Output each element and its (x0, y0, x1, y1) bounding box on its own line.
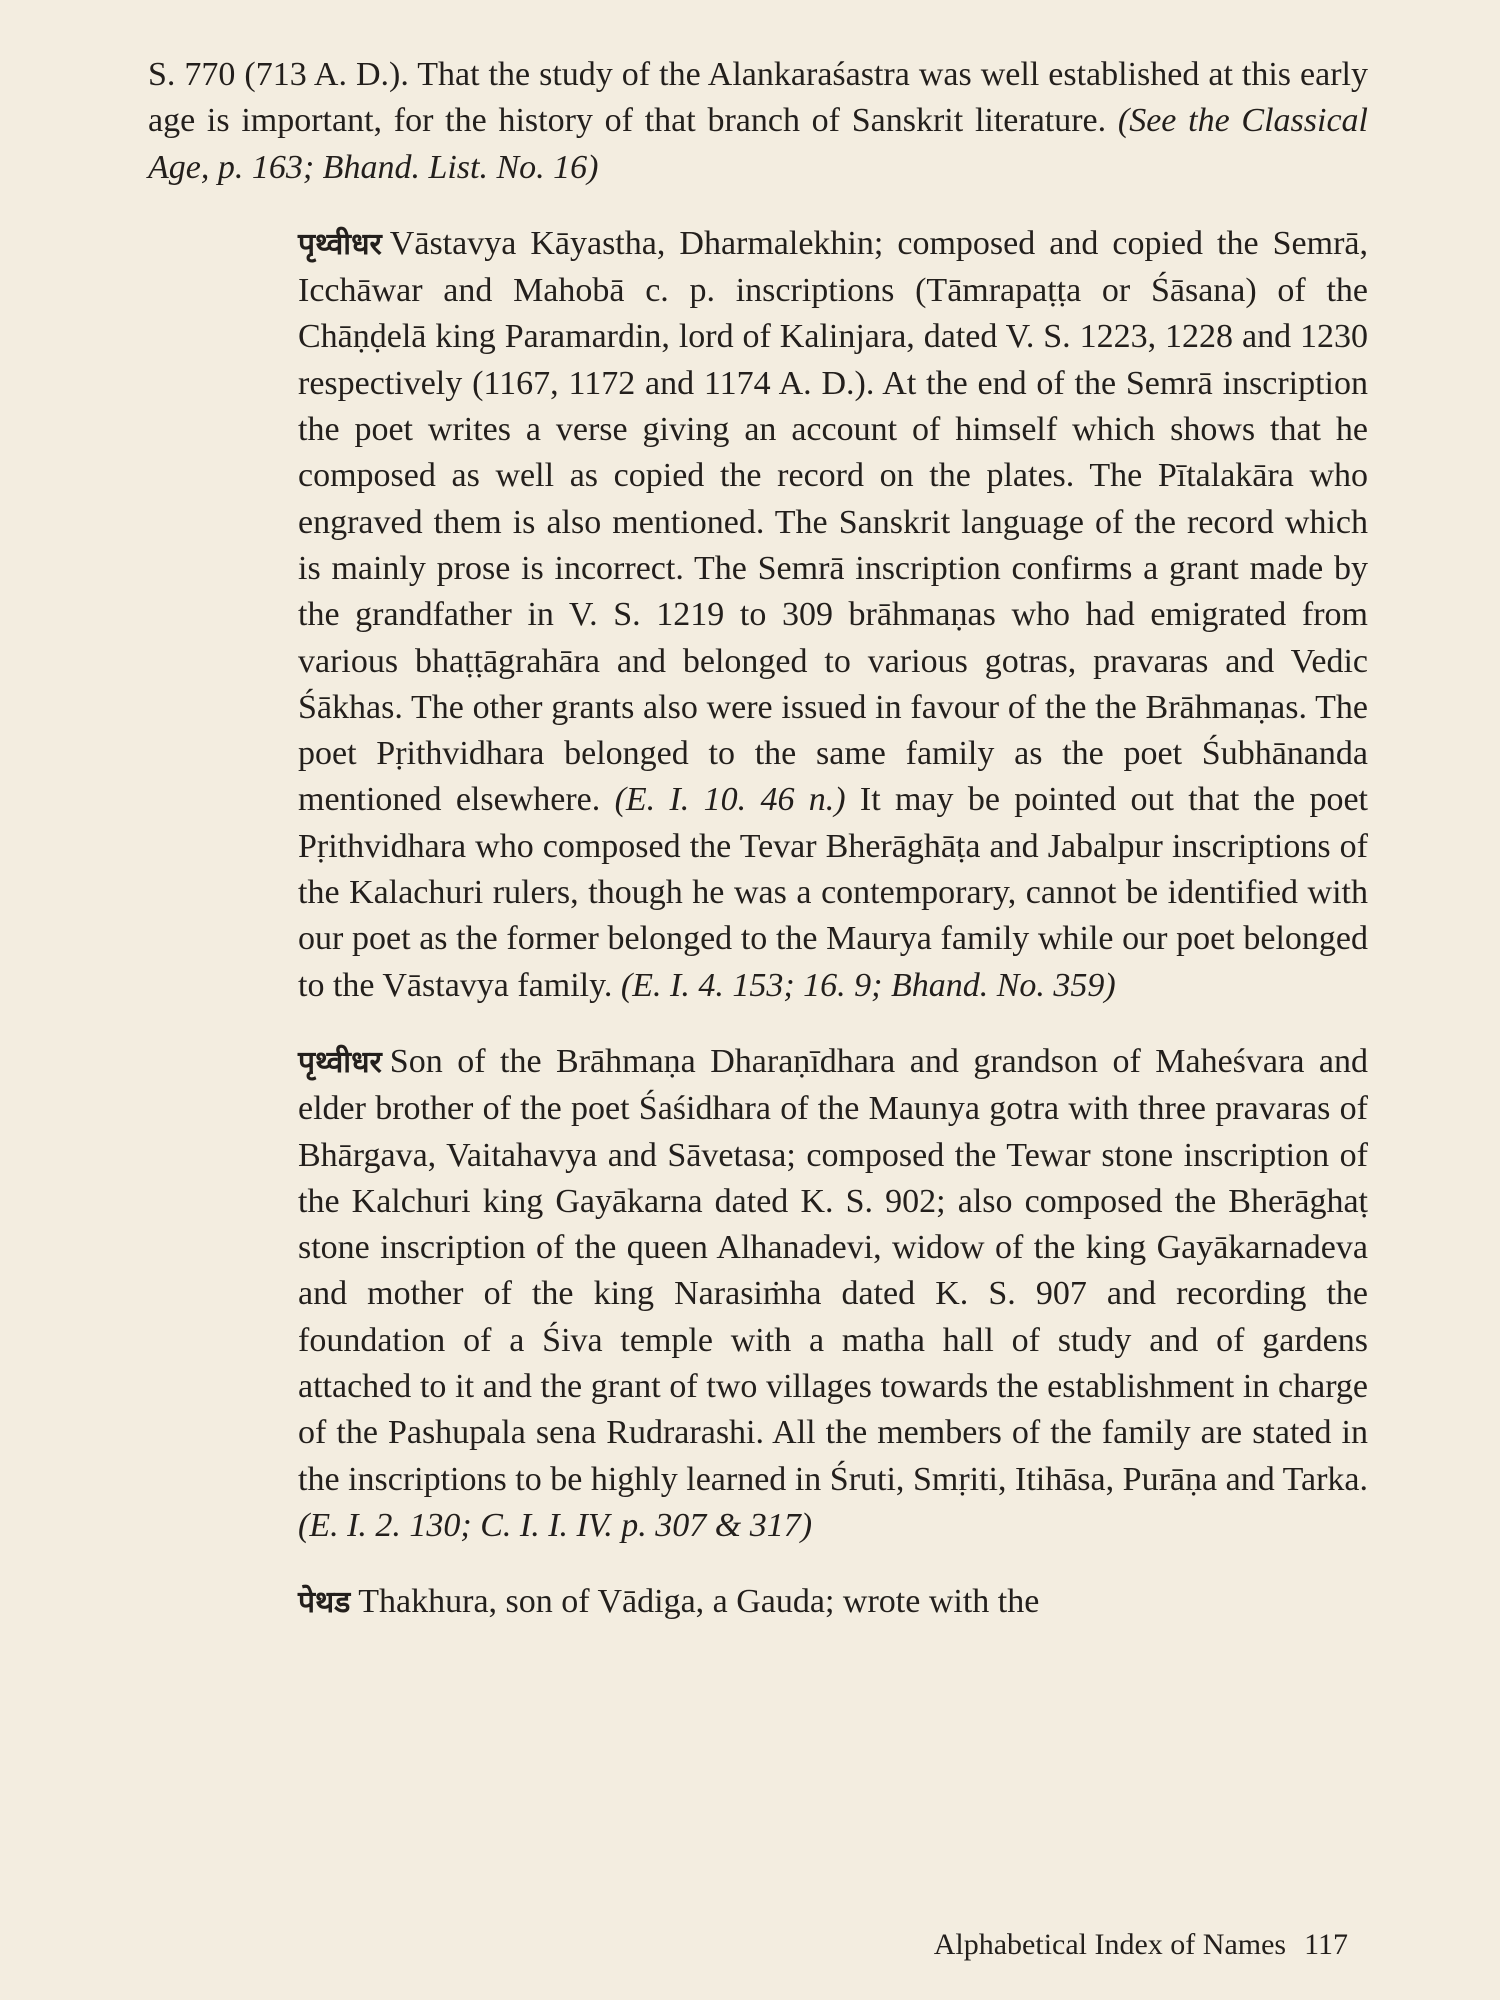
entry-text: Son of the Brāhmaṇa Dharaṇīdhara and grandson of Maheśvara and elder brother of the poet Śaśidhara of the Maunya gotra with three pravaras of Bhārgava, Vaitahavya and Sāvetasa; composed the Tewar stone inscription of the Kalchuri king Gayākarna dated K. S. 902; also composed the Bherāghaṭ stone inscription of the queen Alhanadevi, widow of the king Gayākarnadeva and mother of the king Narasiṁha dated K. S. 907 and recording the foundation of a Śiva temple with a matha hall of study and of gardens attached to it and the grant of two villages towards the establishment in charge of the Pashupala sena Rudrarashi. All the members of the family are stated in the inscriptions to be highly learned in Śruti, Smṛiti, Itihāsa, Purāṇa and Tarka. (298, 1042, 1368, 1498)
page-number: 117 (1304, 1928, 1348, 1961)
entry-reference: (E. I. 10. 46 n.) (614, 781, 846, 819)
entry-headword: पृथ्वीधर (298, 226, 382, 262)
entry-continuation (148, 52, 1368, 191)
entry-headword: पेथड (298, 1585, 351, 1621)
entry-text: Thakhura, son of Vādiga, a Gauda; wrote with the (358, 1583, 1040, 1621)
entry-pethada (148, 1579, 1368, 1626)
page-body (148, 52, 1368, 1952)
entry-text: Vāstavya Kāyastha, Dharmalekhin; composed and copied the Semrā, Icchāwar and Mahobā c. p. inscriptions (Tāmrapaṭṭa or Śāsana) of the Chāṇḍelā king Paramardin, lord of Kalinjara, dated V. S. 1223, 1228 and 1230 respectively (1167, 1172 and 1174 A. D.). At the end of the Semrā inscription the poet writes a verse giving an account of himself which shows that he composed as well as copied the record on the plates. The Pītalakāra who engraved them is also mentioned. The Sanskrit language of the record which is mainly prose is incorrect. The Semrā inscription confirms a grant made by the grandfather in V. S. 1219 to 309 brāhmaṇas who had emigrated from various bhaṭṭāgrahāra and belonged to various gotras, pravaras and Vedic Śākhas. The other grants also were issued in favour of the the Brāhmaṇas. The poet Pṛithvidhara belonged to the same family as the poet Śubhānanda mentioned elsewhere. (298, 224, 1368, 819)
entry-prithvidhara-1 (148, 221, 1368, 1009)
entry-headword: पृथ्वीधर (298, 1044, 382, 1080)
entry-text: S. 770 (713 A. D.). That the study of the Alankaraśastra was well established at this early age is important, for the history of that branch of Sanskrit literature. (148, 56, 1368, 140)
entry-prithvidhara-2 (148, 1039, 1368, 1549)
page-footer (934, 1928, 1348, 1962)
entry-reference-2: (E. I. 4. 153; 16. 9; Bhand. No. 359) (620, 966, 1116, 1004)
entry-text-continued: It may be pointed out that the poet Pṛithvidhara who composed the Tevar Bherāghāṭa and Jabalpur inscriptions of the Kalachuri rulers, though he was a contemporary, cannot be identified with our poet as the former belonged to the Maurya family while our poet belonged to the Vāstavya family. (298, 781, 1368, 1004)
running-title: Alphabetical Index of Names (933, 1928, 1287, 1961)
entry-reference: (See the Classical Age, p. 163; Bhand. List. No. 16) (148, 102, 1368, 186)
entry-reference: (E. I. 2. 130; C. I. I. IV. p. 307 & 317) (298, 1506, 813, 1544)
